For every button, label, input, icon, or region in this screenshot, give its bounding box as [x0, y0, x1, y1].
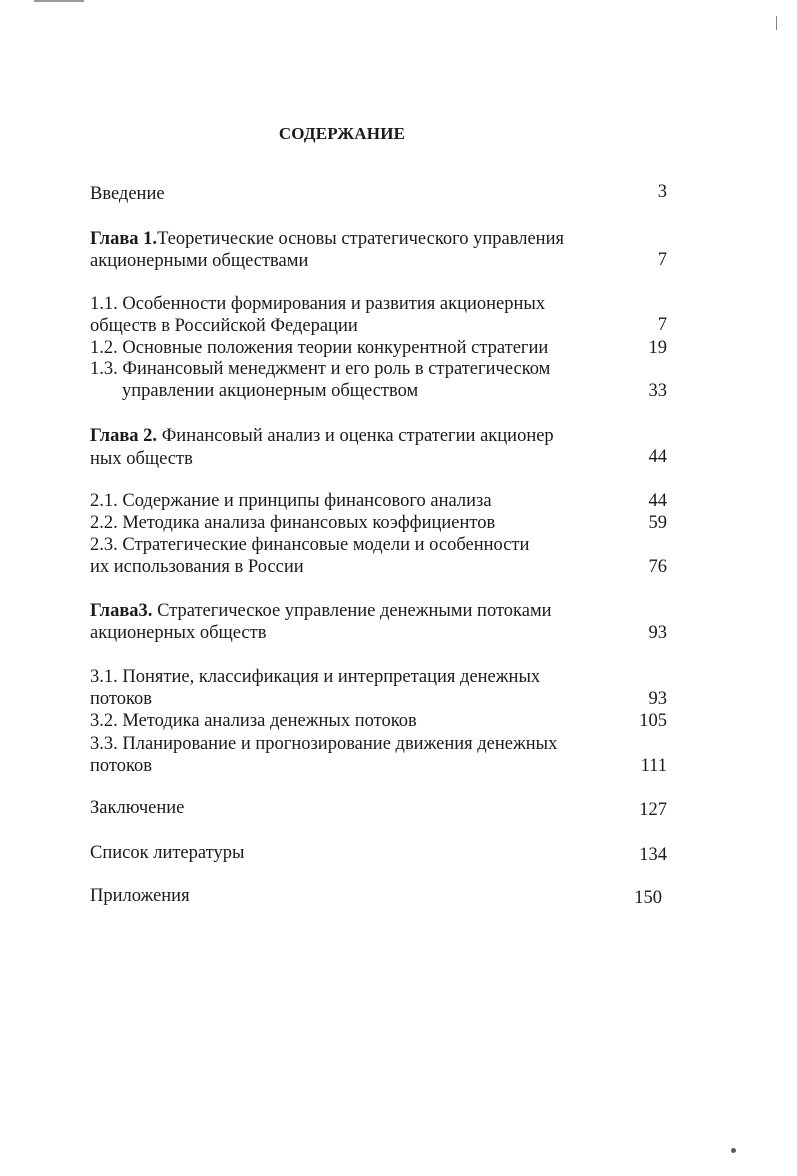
toc-page-number: 59	[648, 513, 667, 533]
toc-page-number: 7	[657, 250, 667, 270]
toc-entry-chapter-1: Глава 1.Теоретические основы стратегического управления	[90, 229, 564, 249]
toc-entry-chapter-2: Глава 2. Финансовый анализ и оценка стратегии акционер	[90, 426, 554, 446]
toc-entry-1-3: 1.3. Финансовый менеджмент и его роль в стратегическом	[90, 359, 551, 379]
toc-entry-1-3-cont: управлении акционерным обществом	[122, 381, 419, 401]
toc-entry-2-3: 2.3. Стратегические финансовые модели и особенности	[90, 535, 530, 555]
toc-page-number: 19	[648, 338, 667, 358]
toc-page-number: 44	[648, 447, 667, 467]
toc-page-number: 111	[640, 756, 667, 776]
toc-entry-1-1-cont: обществ в Российской Федерации	[90, 316, 358, 336]
toc-page-number: 76	[648, 557, 667, 577]
scan-mark-top-right	[776, 16, 777, 30]
toc-entry-chapter-3: Глава3. Стратегическое управление денежными потоками	[90, 601, 552, 621]
toc-entry-chapter-2-cont: ных обществ	[90, 449, 193, 469]
toc-page-number: 3	[657, 182, 667, 202]
toc-entry-1-2: 1.2. Основные положения теории конкурентной стратегии	[90, 338, 549, 358]
toc-page-number: 93	[648, 623, 667, 643]
toc-page-number: 134	[639, 845, 667, 865]
toc-entry-3-1-cont: потоков	[90, 689, 153, 709]
toc-entry-3-1: 3.1. Понятие, классификация и интерпретация денежных	[90, 667, 541, 687]
toc-title: СОДЕРЖАНИЕ	[278, 124, 406, 143]
toc-entry-chapter-1-cont: акционерными обществами	[90, 251, 309, 271]
toc-page-number: 150	[634, 888, 662, 908]
chapter-label: Глава 1.	[90, 229, 158, 249]
toc-page-number: 7	[657, 315, 667, 335]
toc-entry-2-3-cont: их использования в России	[90, 557, 304, 577]
toc-page-number: 44	[648, 491, 667, 511]
toc-entry-bibliography: Список литературы	[90, 843, 245, 863]
toc-page-number: 105	[639, 711, 667, 731]
toc-entry-introduction: Введение	[90, 184, 165, 204]
scan-mark-bottom-right	[731, 1148, 736, 1153]
toc-entry-2-1: 2.1. Содержание и принципы финансового анализа	[90, 491, 492, 511]
toc-entry-3-3-cont: потоков	[90, 756, 153, 776]
toc-entry-2-2: 2.2. Методика анализа финансовых коэффициентов	[90, 513, 496, 533]
toc-entry-3-2: 3.2. Методика анализа денежных потоков	[90, 711, 417, 731]
chapter-label: Глава3.	[90, 601, 153, 621]
toc-page-number: 127	[639, 800, 667, 820]
toc-entry-1-1: 1.1. Особенности формирования и развития акционерных	[90, 294, 546, 314]
toc-entry-conclusion: Заключение	[90, 798, 185, 818]
toc-entry-3-3: 3.3. Планирование и прогнозирование движения денежных	[90, 734, 558, 754]
toc-entry-chapter-3-cont: акционерных обществ	[90, 623, 267, 643]
scan-mark-top-left	[34, 0, 84, 2]
chapter-label: Глава 2.	[90, 426, 158, 446]
toc-page-number: 33	[648, 381, 667, 401]
toc-entry-appendices: Приложения	[90, 886, 190, 906]
toc-page-number: 93	[648, 689, 667, 709]
